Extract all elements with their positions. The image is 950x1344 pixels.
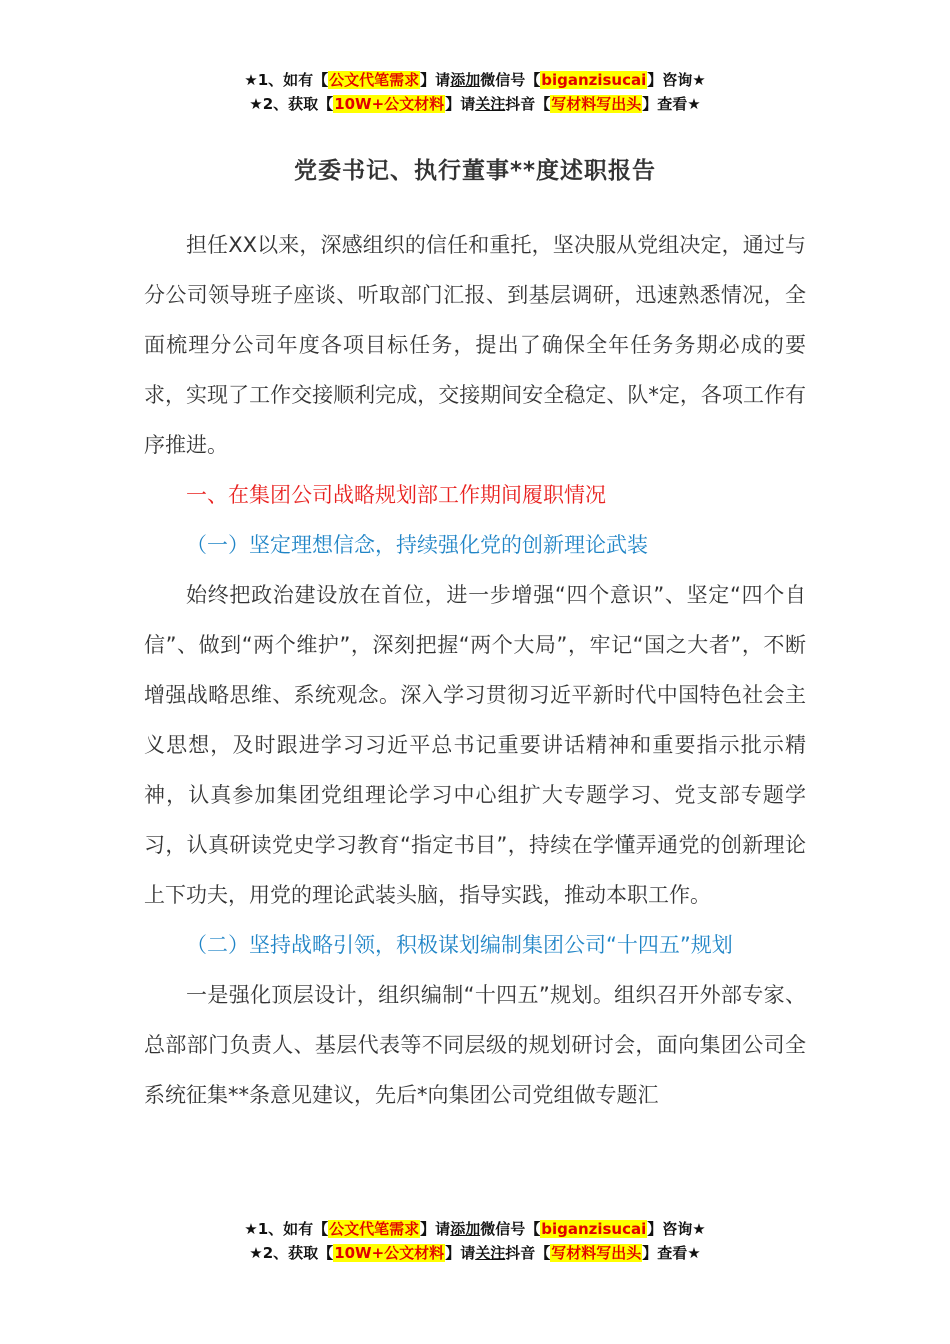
document-body xyxy=(144,220,806,1120)
body-paragraph-1: 始终把政治建设放在首位，进一步增强“四个意识”、坚定“四个自信”、做到“两个维护”，深刻把握“两个大局”，牢记“国之大者”，不断增强战略思维、系统观念。深入学习贯彻习近平新时代中国特色社会主义思想，及时跟进学习习近平总书记重要讲话精神和重要指示批示精神，认真参加集团党组理论学习中心组扩大专题学习、党支部专题学习，认真研读党史学习教育“指定书目”，持续在学懂弄通党的创新理论上下功夫，用党的理论武装头脑，指导实践，推动本职工作。 xyxy=(144,583,806,907)
document-title: 党委书记、执行董事**度述职报告 xyxy=(293,158,657,184)
promo-line-2: ★2、获取【10W+公文材料】请关注抖音【写材料写出头】查看★ xyxy=(249,1244,701,1262)
subsection-heading-2: （二）坚持战略引领，积极谋划编制集团公司“十四五”规划 xyxy=(186,933,733,957)
section-heading-1: 一、在集团公司战略规划部工作期间履职情况 xyxy=(186,483,606,507)
subsection-heading-1: （一）坚定理想信念，持续强化党的创新理论武装 xyxy=(186,533,648,557)
promo-line-1: ★1、如有【公文代笔需求】请添加微信号【biganzisucai】咨询★ xyxy=(244,1220,706,1238)
intro-paragraph: 担任XX以来，深感组织的信任和重托，坚决服从党组决定，通过与分公司领导班子座谈、听取部门汇报、到基层调研，迅速熟悉情况，全面梳理分公司年度各项目标任务，提出了确保全年任务务期必成的要求，实现了工作交接顺利完成，交接期间安全稳定、队*定，各项工作有序推进。 xyxy=(144,233,806,457)
promo-line-2: ★2、获取【10W+公文材料】请关注抖音【写材料写出头】查看★ xyxy=(249,95,701,113)
promo-banner-top xyxy=(0,68,950,116)
promo-banner-bottom xyxy=(0,1217,950,1265)
body-paragraph-2: 一是强化顶层设计，组织编制“十四五”规划。组织召开外部专家、总部部门负责人、基层代表等不同层级的规划研讨会，面向集团公司全系统征集**条意见建议，先后*向集团公司党组做专题汇 xyxy=(144,983,806,1107)
promo-line-1: ★1、如有【公文代笔需求】请添加微信号【biganzisucai】咨询★ xyxy=(244,71,706,89)
